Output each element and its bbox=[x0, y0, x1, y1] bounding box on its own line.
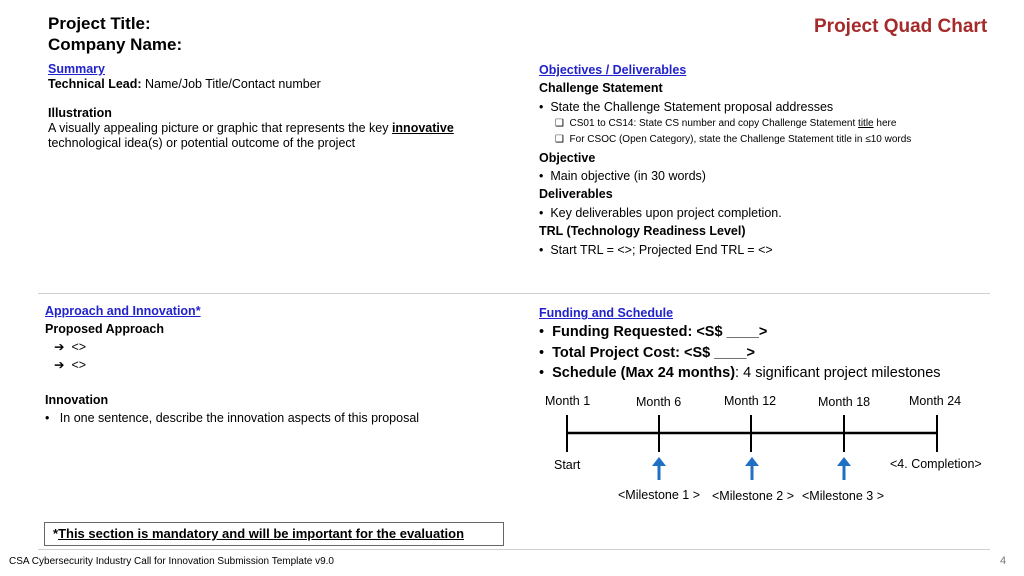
mandatory-note bbox=[44, 522, 504, 546]
total-project-cost: • Total Project Cost: <S$ ____> bbox=[539, 345, 755, 361]
milestone-arrow-icon bbox=[745, 457, 759, 480]
challenge-bullet: • State the Challenge Statement proposal addresses bbox=[539, 100, 834, 114]
milestone-label: <Milestone 1 > bbox=[618, 488, 700, 502]
sub1-text: CS01 to CS14: State CS number and copy Challenge Statement bbox=[569, 118, 859, 129]
arrow-right-icon: ➔ bbox=[54, 358, 65, 372]
project-title: Project Title: bbox=[48, 14, 151, 33]
tech-lead-value: Name/Job Title/Contact number bbox=[145, 77, 321, 91]
sub1-title-keyword: title bbox=[858, 118, 874, 129]
summary-heading: Summary bbox=[48, 62, 105, 76]
objective-bullet: • Main objective (in 30 words) bbox=[539, 169, 706, 183]
approach-heading: Approach and Innovation* bbox=[45, 304, 201, 318]
timeline-month: Month 18 bbox=[818, 395, 871, 409]
objectives-heading: Objectives / Deliverables bbox=[539, 63, 687, 77]
milestone-label: <Milestone 2 > bbox=[712, 489, 794, 503]
sub2-text: For CSOC (Open Category), state the Challenge Statement title in ≤10 words bbox=[569, 134, 912, 145]
arrow-right-icon: ➔ bbox=[54, 340, 65, 354]
timeline-month: Month 24 bbox=[909, 394, 962, 408]
objective-bullet-text: Main objective (in 30 words) bbox=[550, 169, 706, 183]
funding-requested-label: Funding Requested bbox=[552, 324, 688, 340]
timeline-completion: <4. Completion> bbox=[890, 457, 982, 471]
challenge-bullet-text: State the Challenge Statement proposal addresses bbox=[550, 100, 834, 114]
illustration-line2: technological idea(s) or potential outcome of the project bbox=[48, 136, 356, 150]
quad-chart-title: Project Quad Chart bbox=[814, 16, 988, 37]
company-name: Company Name: bbox=[48, 35, 183, 54]
deliverables-heading: Deliverables bbox=[539, 187, 613, 201]
milestone-label: <Milestone 3 > bbox=[802, 489, 884, 503]
deliverables-bullet: • Key deliverables upon project completion. bbox=[539, 206, 782, 220]
schedule: • Schedule (Max 24 months): 4 significant project milestones bbox=[539, 365, 941, 381]
challenge-sub1: ❑ CS01 to CS14: State CS number and copy Challenge Statement title here bbox=[555, 118, 897, 129]
schedule-label: Schedule (Max 24 months) bbox=[552, 365, 736, 381]
tech-lead-label: Technical Lead: bbox=[48, 77, 142, 91]
timeline-month: Month 12 bbox=[724, 394, 777, 408]
innovation-bullet-text: In one sentence, describe the innovation aspects of this proposal bbox=[59, 411, 420, 425]
note-text: This section is mandatory and will be important for the evaluation bbox=[58, 526, 465, 541]
total-cost-label: Total Project Cost: <S$ ____> bbox=[552, 345, 755, 361]
trl-bullet-text: Start TRL = <>; Projected End TRL = <> bbox=[550, 243, 773, 257]
proposed-approach-heading: Proposed Approach bbox=[45, 322, 164, 336]
approach-item-text: <> bbox=[71, 340, 87, 354]
footer-text: CSA Cybersecurity Industry Call for Innovation Submission Template v9.0 bbox=[9, 556, 334, 567]
page-number: 4 bbox=[1000, 555, 1007, 567]
challenge-sub2: ❑ For CSOC (Open Category), state the Challenge Statement title in ≤10 words bbox=[555, 134, 912, 145]
timeline-month: Month 6 bbox=[636, 395, 682, 409]
innovative-keyword: innovative bbox=[391, 121, 454, 135]
timeline-month: Month 1 bbox=[545, 394, 591, 408]
milestone-arrow-icon bbox=[837, 457, 851, 480]
funding-requested: • Funding Requested: <S$ ____> bbox=[539, 324, 768, 340]
objective-heading: Objective bbox=[539, 151, 596, 165]
deliverables-bullet-text: Key deliverables upon project completion. bbox=[550, 206, 782, 220]
trl-bullet: • Start TRL = <>; Projected End TRL = <> bbox=[539, 243, 773, 257]
trl-heading: TRL (Technology Readiness Level) bbox=[539, 224, 746, 238]
schedule-value: : 4 significant project milestones bbox=[735, 365, 941, 381]
innovation-bullet: • In one sentence, describe the innovation aspects of this proposal bbox=[45, 411, 420, 425]
milestone-arrow-icon bbox=[652, 457, 666, 480]
funding-requested-value: : <S$ ____> bbox=[687, 324, 768, 340]
timeline-start: Start bbox=[554, 458, 581, 472]
illustration-text: A visually appealing picture or graphic that represents the key bbox=[48, 121, 392, 135]
approach-item-text: <> bbox=[71, 358, 87, 372]
illustration-heading: Illustration bbox=[48, 106, 112, 120]
challenge-heading: Challenge Statement bbox=[539, 81, 663, 95]
sub1-post: here bbox=[873, 118, 897, 129]
innovation-heading: Innovation bbox=[45, 393, 109, 407]
funding-heading: Funding and Schedule bbox=[539, 306, 674, 320]
note-star: * bbox=[53, 526, 59, 541]
